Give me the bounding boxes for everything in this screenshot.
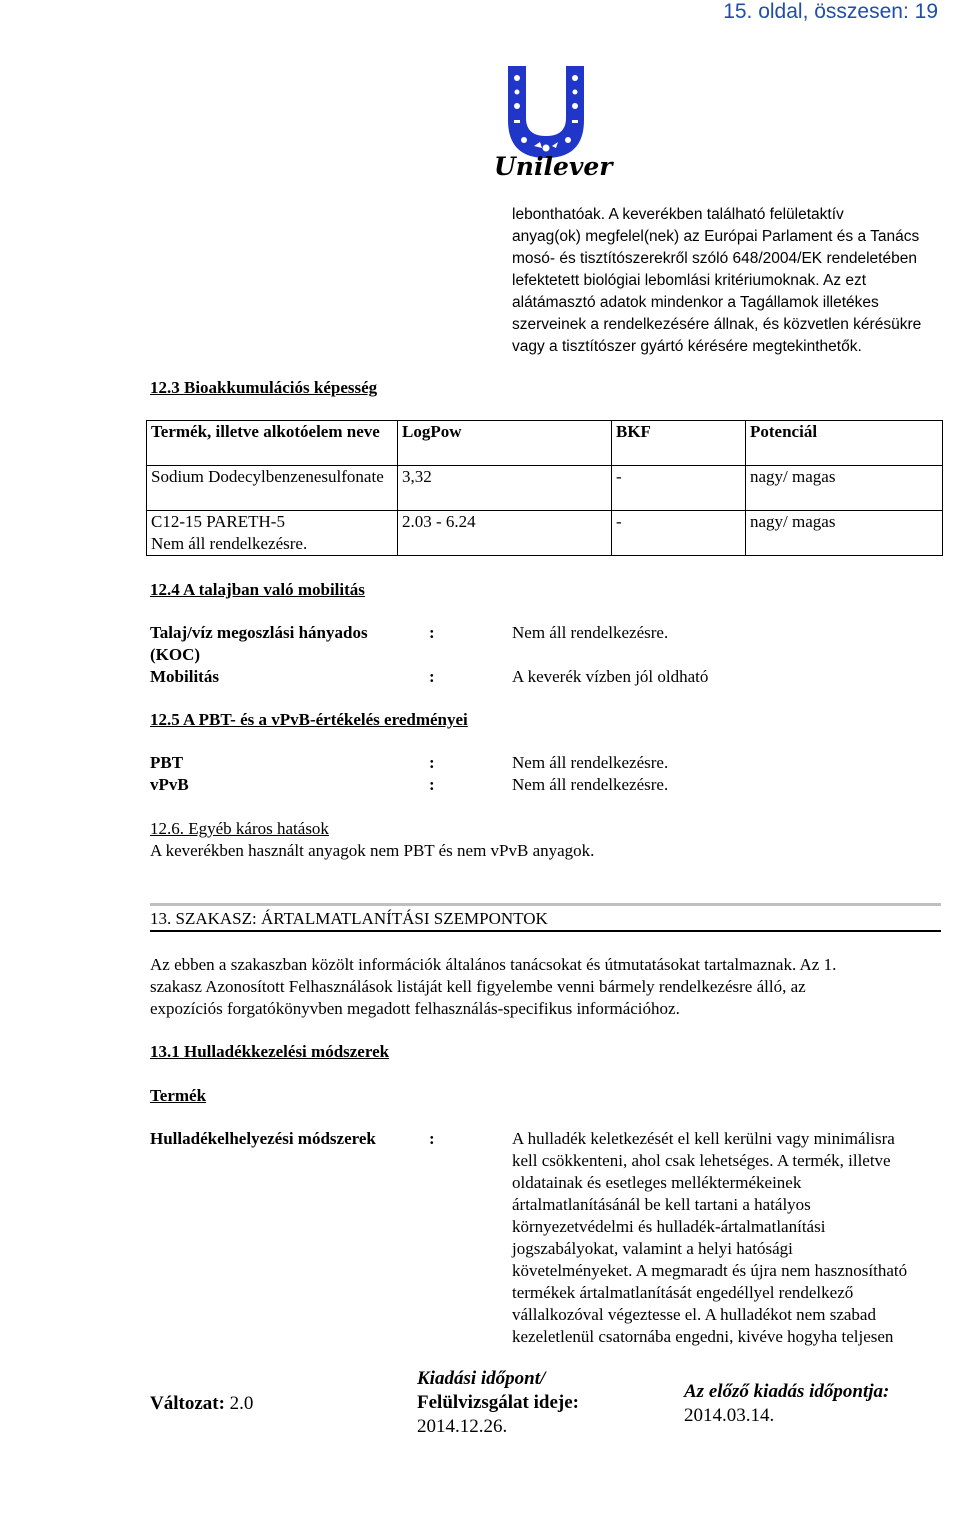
- table-cell: 3,32: [398, 466, 612, 511]
- product-subheading: Termék: [150, 1086, 207, 1105]
- paragraph-line: Az ebben a szakaszban közölt információk általános tanácsokat és útmutatásokat tartalmaznak. Az 1.: [150, 955, 837, 974]
- section-12-6-text: A keverékben használt anyagok nem PBT és nem vPvB anyagok.: [150, 841, 595, 860]
- section-12-3-heading: 12.3 Bioakkumulációs képesség: [150, 378, 378, 397]
- table-note: Nem áll rendelkezésre.: [151, 534, 308, 553]
- table-cell: nagy/ magas: [746, 511, 943, 556]
- koc-label-cont: (KOC): [150, 645, 201, 664]
- colon: :: [429, 667, 435, 686]
- vpvb-value: Nem áll rendelkezésre.: [512, 775, 669, 794]
- disposal-line: A hulladék keletkezését el kell kerülni vagy minimálisra: [512, 1129, 895, 1148]
- pbt-value: Nem áll rendelkezésre.: [512, 753, 669, 772]
- bioaccumulation-table: [146, 420, 943, 556]
- table-cell-text: C12-15 PARETH-5: [151, 512, 285, 531]
- vpvb-label: vPvB: [150, 775, 189, 794]
- footer-issue-date: [417, 1367, 579, 1439]
- paragraph-line: expozíciós forgatókönyvben megadott felhasználás-specifikus információhoz.: [150, 999, 680, 1018]
- disposal-label: Hulladékelhelyezési módszerek: [150, 1129, 376, 1148]
- logo-wordmark: Unilever: [494, 152, 613, 181]
- disposal-line: oldatainak és esetleges melléktermékeinek: [512, 1173, 802, 1192]
- disposal-line: kezeletlenül csatornába engedni, kivéve hogyha teljesen: [512, 1327, 894, 1346]
- section-divider-top: [150, 903, 941, 906]
- table-cell: -: [612, 511, 746, 556]
- disposal-line: követelményeket. A megmaradt és újra nem hasznosítható: [512, 1261, 908, 1280]
- intro-line: anyag(ok) megfelel(nek) az Európai Parlament és a Tanács: [512, 228, 920, 245]
- intro-paragraph: [512, 204, 921, 358]
- table-cell: Sodium Dodecylbenzenesulfonate: [147, 466, 398, 511]
- colon: :: [429, 753, 435, 772]
- disposal-line: vállalkozóval végeztesse el. A hulladékot nem szabad: [512, 1305, 876, 1324]
- table-header-cell: Potenciál: [746, 421, 943, 466]
- intro-line: vagy a tisztítószer gyártó kérésére megtekinthetők.: [512, 338, 862, 355]
- issue-label: Kiadási időpont/: [417, 1368, 546, 1389]
- koc-value: Nem áll rendelkezésre.: [512, 623, 669, 642]
- table-cell: 2.03 - 6.24: [398, 511, 612, 556]
- koc-label: Talaj/víz megoszlási hányados: [150, 623, 368, 642]
- section-12-6-heading: 12.6. Egyéb káros hatások: [150, 819, 329, 838]
- intro-line: szerveinek a rendelkezésére állnak, és közvetlen kérésükre: [512, 316, 922, 333]
- section-13-heading: 13. SZAKASZ: ÁRTALMATLANÍTÁSI SZEMPONTOK: [150, 909, 548, 928]
- intro-line: alátámasztó adatok mindenkor a Tagállamok illetékes: [512, 294, 879, 311]
- pbt-label: PBT: [150, 753, 184, 772]
- table-cell: -: [612, 466, 746, 511]
- version-value: 2.0: [229, 1393, 254, 1414]
- table-cell: nagy/ magas: [746, 466, 943, 511]
- section-divider-bottom: [150, 930, 941, 932]
- disposal-line: környezetvédelmi és hulladék-ártalmatlanítási: [512, 1217, 826, 1236]
- version-label: Változat:: [150, 1393, 225, 1414]
- review-label: Felülvizsgálat ideje:: [417, 1392, 579, 1413]
- table-row: [147, 511, 943, 556]
- page-number: 15. oldal, összesen: 19: [723, 0, 938, 23]
- table-header-row: [147, 421, 943, 466]
- colon: :: [429, 623, 435, 642]
- previous-issue-label: Az előző kiadás időpontja:: [684, 1381, 890, 1402]
- section-12-5-heading: 12.5 A PBT- és a vPvB-értékelés eredményei: [150, 710, 468, 729]
- disposal-line: termékek ártalmatlanítását engedéllyel rendelkező: [512, 1283, 854, 1302]
- disposal-line: ártalmatlanításánál be kell tartani a hatályos: [512, 1195, 811, 1214]
- paragraph-line: szakasz Azonosított Felhasználások listáját kell figyelembe venni bármely rendelkezésre álló, az: [150, 977, 806, 996]
- table-header-cell: BKF: [612, 421, 746, 466]
- intro-line: lefektetett biológiai lebomlási kritériumoknak. Az ezt: [512, 272, 867, 289]
- footer-previous-date: [684, 1380, 889, 1428]
- issue-value: 2014.12.26.: [417, 1416, 508, 1437]
- mobility-label: Mobilitás: [150, 667, 219, 686]
- unilever-logo: [494, 62, 613, 184]
- mobility-value: A keverék vízben jól oldható: [512, 667, 709, 686]
- footer-version: [150, 1392, 253, 1416]
- table-header-cell: LogPow: [398, 421, 612, 466]
- intro-line: lebonthatóak. A keverékben található felületaktív: [512, 206, 844, 223]
- section-13-1-heading: 13.1 Hulladékkezelési módszerek: [150, 1042, 390, 1061]
- table-row: [147, 466, 943, 511]
- colon: :: [429, 1129, 435, 1148]
- section-12-4-heading: 12.4 A talajban való mobilitás: [150, 580, 365, 599]
- table-cell: [147, 511, 398, 556]
- disposal-line: kell csökkenteni, ahol csak lehetséges. A termék, illetve: [512, 1151, 891, 1170]
- disposal-text: [512, 1128, 907, 1348]
- colon: :: [429, 775, 435, 794]
- table-header-cell: Termék, illetve alkotóelem neve: [147, 421, 398, 466]
- previous-issue-value: 2014.03.14.: [684, 1405, 775, 1426]
- disposal-line: jogszabályokat, valamint a helyi hatósági: [512, 1239, 793, 1258]
- intro-line: mosó- és tisztítószerekről szóló 648/2004/EK rendeletében: [512, 250, 917, 267]
- section-13-paragraph: [150, 954, 836, 1020]
